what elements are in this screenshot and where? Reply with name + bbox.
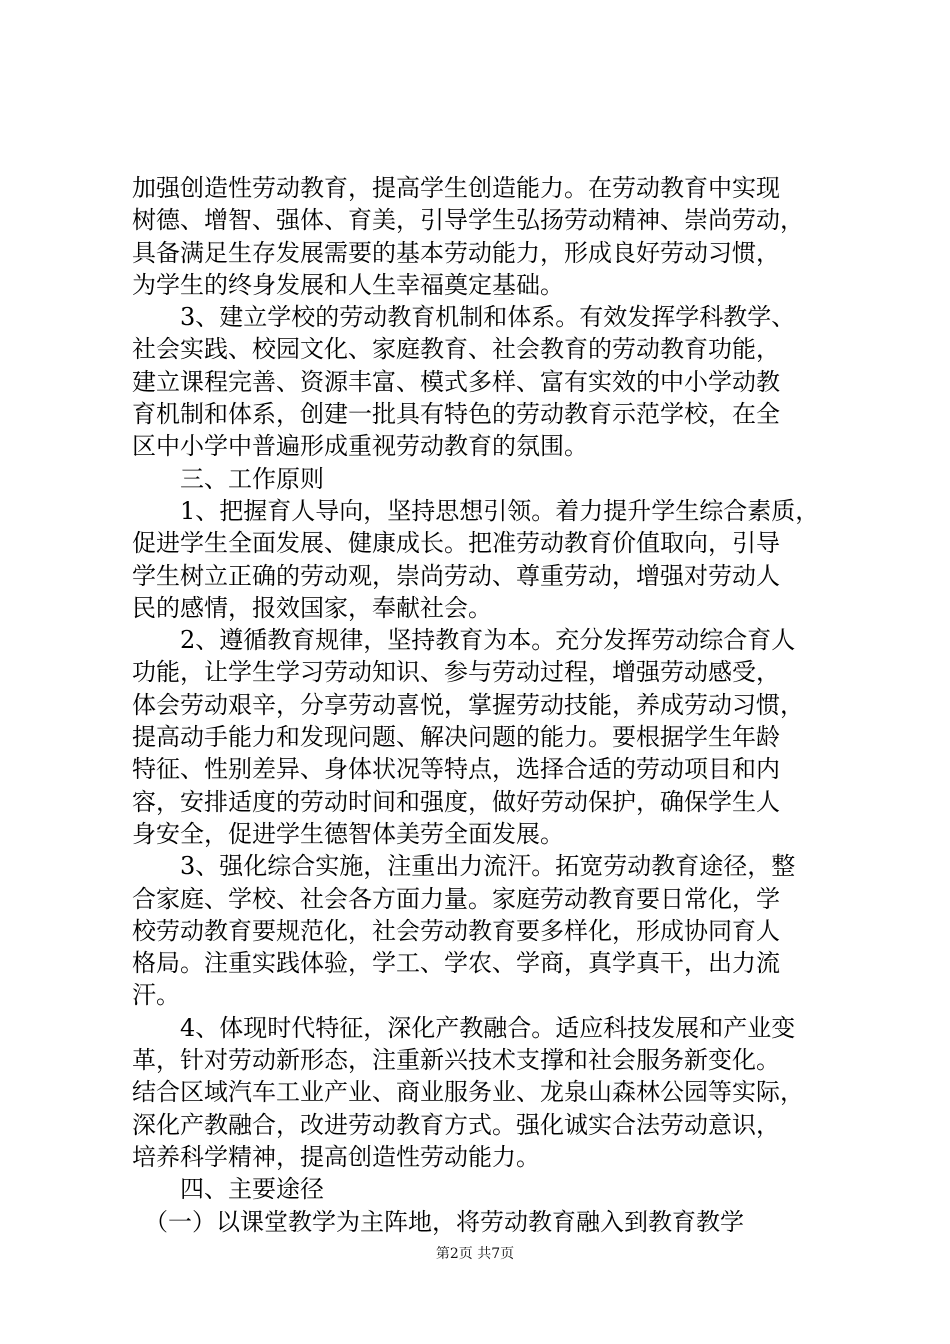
text-line: 四、主要途径	[132, 1175, 324, 1204]
text-line: 4、体现时代特征，深化产教融合。适应科技发展和产业变	[132, 1013, 796, 1042]
text-line: 区中小学中普遍形成重视劳动教育的氛围。	[132, 432, 588, 461]
text-line: 树德、增智、强体、育美，引导学生弘扬劳动精神、崇尚劳动，	[132, 206, 804, 235]
text-line: 汗。	[132, 981, 180, 1010]
text-line: 1、把握育人导向，坚持思想引领。着力提升学生综合素质，	[132, 496, 820, 525]
body-text	[132, 172, 852, 1238]
text-line: 民的感情，报效国家，奉献社会。	[132, 593, 492, 622]
text-line: 为学生的终身发展和人生幸福奠定基础。	[132, 270, 564, 299]
text-line: 结合区域汽车工业产业、商业服务业、龙泉山森林公园等实际，	[132, 1078, 804, 1107]
text-line: 合家庭、学校、社会各方面力量。家庭劳动教育要日常化，学	[132, 884, 780, 913]
text-line: 三、工作原则	[132, 464, 324, 493]
text-line: 容，安排适度的劳动时间和强度，做好劳动保护，确保学生人	[132, 787, 780, 816]
text-line: 革，针对劳动新形态，注重新兴技术支撑和社会服务新变化。	[132, 1046, 780, 1075]
text-line: 加强创造性劳动教育，提高学生创造能力。在劳动教育中实现	[132, 174, 780, 202]
text-line: 功能，让学生学习劳动知识、参与劳动过程，增强劳动感受，	[132, 658, 780, 687]
text-line: 培养科学精神，提高创造性劳动能力。	[132, 1142, 540, 1171]
page-footer: 第2页 共7页	[435, 1246, 515, 1262]
text-line: 具备满足生存发展需要的基本劳动能力，形成良好劳动习惯，	[132, 238, 780, 267]
text-line: 深化产教融合，改进劳动教育方式。强化诚实合法劳动意识，	[132, 1110, 780, 1139]
text-line: 建立课程完善、资源丰富、模式多样、富有实效的中小学动教	[132, 367, 780, 396]
text-line: 社会实践、校园文化、家庭教育、社会教育的劳动教育功能，	[132, 335, 780, 364]
text-line: （一）以课堂教学为主阵地，将劳动教育融入到教育教学	[132, 1207, 744, 1236]
text-line: 促进学生全面发展、健康成长。把准劳动教育价值取向，引导	[132, 529, 780, 558]
text-line: 3、强化综合实施，注重出力流汗。拓宽劳动教育途径，整	[132, 852, 796, 881]
text-line: 提高动手能力和发现问题、解决问题的能力。要根据学生年龄	[132, 723, 780, 752]
text-line: 特征、性别差异、身体状况等特点，选择合适的劳动项目和内	[132, 755, 780, 784]
text-line: 育机制和体系，创建一批具有特色的劳动教育示范学校，在全	[132, 400, 780, 429]
text-line: 校劳动教育要规范化，社会劳动教育要多样化，形成协同育人	[132, 916, 780, 945]
text-line: 3、建立学校的劳动教育机制和体系。有效发挥学科教学、	[132, 303, 796, 332]
text-line: 身安全，促进学生德智体美劳全面发展。	[132, 819, 564, 848]
text-line: 学生树立正确的劳动观，崇尚劳动、尊重劳动，增强对劳动人	[132, 561, 780, 590]
text-line: 格局。注重实践体验，学工、学农、学商，真学真干，出力流	[132, 949, 780, 978]
text-line: 体会劳动艰辛，分享劳动喜悦，掌握劳动技能，养成劳动习惯，	[132, 690, 804, 719]
text-line: 2、遵循教育规律，坚持教育为本。充分发挥劳动综合育人	[132, 626, 796, 655]
